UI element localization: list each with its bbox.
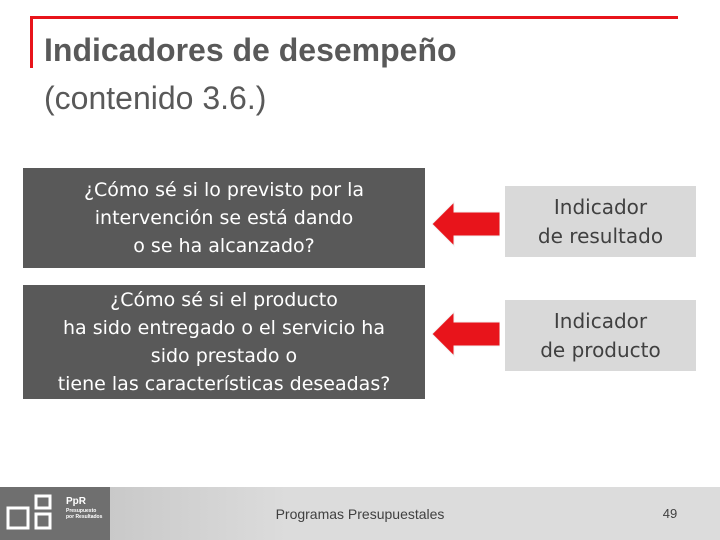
page-number: 49 (662, 506, 678, 521)
left-arrow-icon (432, 201, 500, 247)
indicator-box-product (505, 300, 696, 371)
slide-title: Indicadores de desempeño (44, 32, 457, 68)
indicator-line: Indicador (553, 308, 648, 333)
logo-subtitle: Presupuesto (66, 508, 97, 514)
indicator-line: de producto (540, 337, 661, 362)
indicator-line: Indicador (553, 194, 648, 219)
question-box-result (23, 168, 425, 268)
logo-subtitle: por Resultados (66, 514, 103, 520)
question-line: ha sido entregado o el servicio ha (63, 317, 385, 339)
question-line: ¿Cómo sé si lo previsto por la (83, 179, 365, 201)
question-line: ¿Cómo sé si el producto (110, 289, 338, 311)
question-line: intervención se está dando (94, 207, 354, 229)
footer-text: Programas Presupuestales (275, 506, 445, 522)
question-line: sido prestado o (150, 345, 298, 367)
slide-subtitle: (contenido 3.6.) (44, 80, 267, 116)
question-line: o se ha alcanzado? (133, 235, 315, 257)
left-arrow-icon (432, 311, 500, 357)
ppr-logo-icon (5, 492, 63, 536)
question-line: tiene las características deseadas? (57, 373, 391, 395)
title-accent-bar (30, 16, 33, 68)
logo-title: PpR (66, 496, 86, 507)
indicator-box-result (505, 186, 696, 257)
indicator-line: de resultado (537, 223, 664, 248)
logo-wordmark (66, 496, 110, 520)
title-accent-line (30, 16, 678, 19)
question-box-product (23, 285, 425, 399)
